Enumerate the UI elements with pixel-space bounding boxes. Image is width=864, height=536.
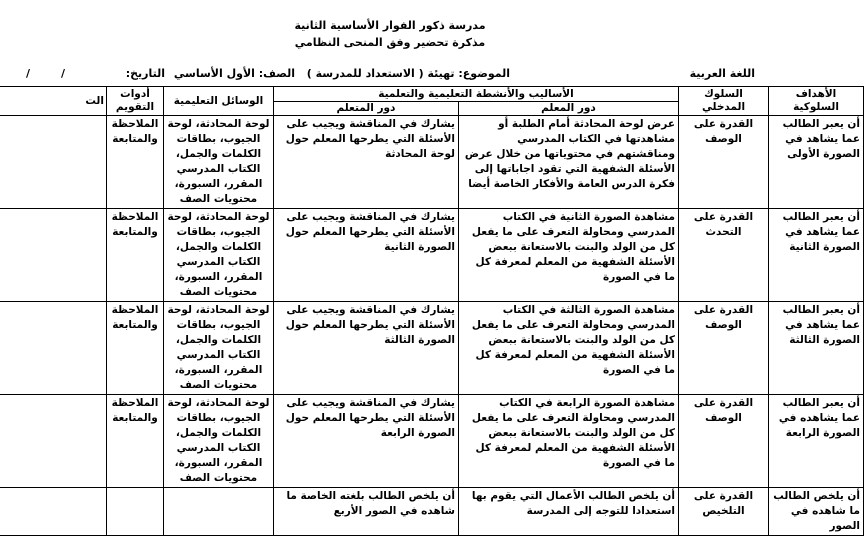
- time-cell: [0, 302, 106, 395]
- lesson-plan-table: [0, 86, 864, 536]
- objective-cell: أن يعبر الطالب عما يشاهد في الصورة الثانية: [769, 209, 864, 302]
- header-evaluation: أدوات التقويم: [106, 87, 163, 116]
- objective-cell: أن يعبر الطالب عما يشاهد في الصورة الأولى: [769, 116, 864, 209]
- teacher-role-cell: مشاهدة الصورة الرابعة في الكتاب المدرسي ومحاولة التعرف على ما يفعل كل من الولد والبنت بالاستعانة ببعض الأسئلة الشفهية من المعلم لمعرفة كل ما في الصورة: [459, 395, 679, 488]
- teacher-role-cell: مشاهدة الصورة الثانية في الكتاب المدرسي ومحاولة التعرف على ما يفعل كل من الولد والبنت بالاستعانة ببعض الأسئلة الشفهية من المعلم لمعرفة كل ما في الصورة: [459, 209, 679, 302]
- entry-behavior-cell: القدرة على الوصف: [679, 395, 769, 488]
- table-row: [0, 302, 864, 395]
- header-teacher-role: دور المعلم: [459, 102, 679, 116]
- learner-role-cell: أن يلخص الطالب بلغته الخاصة ما شاهده في الصور الأربع: [273, 488, 458, 536]
- learner-role-cell: يشارك في المناقشة ويجيب على الأسئلة التي يطرحها المعلم حول لوحة المحادثة: [273, 116, 458, 209]
- header-entry-behavior: السلوك المدخلي: [679, 87, 769, 116]
- entry-behavior-cell: القدرة على التلخيص: [679, 488, 769, 536]
- evaluation-cell: الملاحظة والمتابعة: [106, 395, 163, 488]
- time-cell: [0, 488, 106, 536]
- topic-label: الموضوع: تهيئة ( الاستعداد للمدرسة ): [306, 67, 510, 80]
- learner-role-cell: يشارك في المناقشة ويجيب على الأسئلة التي يطرحها المعلم حول الصورة الرابعة: [273, 395, 458, 488]
- table-row: [0, 488, 864, 536]
- teacher-role-cell: عرض لوحة المحادثة أمام الطلبة أو مشاهدتها في الكتاب المدرسي ومناقشتهم في محتوياتها من خلال عرض الأسئلة الشفهية التي تقود اجاباتها إلى فكرة الدرس العامة والأفكار الخاصة أيضا: [459, 116, 679, 209]
- entry-behavior-cell: القدرة على الوصف: [679, 302, 769, 395]
- header-methods: الأساليب والأنشطة التعليمية والتعلمية: [273, 87, 678, 102]
- aids-cell: لوحة المحادثة، لوحة الجيوب، بطاقات الكلمات والجمل، الكتاب المدرسي المقرر، السبورة، محتويات الصف: [163, 302, 273, 395]
- evaluation-cell: الملاحظة والمتابعة: [106, 116, 163, 209]
- aids-cell: لوحة المحادثة، لوحة الجيوب، بطاقات الكلمات والجمل، الكتاب المدرسي المقرر، السبورة، محتويات الصف: [163, 395, 273, 488]
- class-label: الصف: الأول الأساسي: [173, 67, 295, 80]
- date-label: التاريخ:: [125, 67, 165, 80]
- aids-cell: لوحة المحادثة، لوحة الجيوب، بطاقات الكلمات والجمل، الكتاب المدرسي المقرر، السبورة، محتويات الصف: [163, 209, 273, 302]
- time-cell: [0, 209, 106, 302]
- objective-cell: أن يلخص الطالب ما شاهده في الصور: [769, 488, 864, 536]
- table-row: [0, 209, 864, 302]
- learner-role-cell: يشارك في المناقشة ويجيب على الأسئلة التي يطرحها المعلم حول الصورة الثالثة: [273, 302, 458, 395]
- aids-cell: لوحة المحادثة، لوحة الجيوب، بطاقات الكلمات والجمل، الكتاب المدرسي المقرر، السبورة، محتويات الصف: [163, 116, 273, 209]
- header-learner-role: دور المتعلم: [273, 102, 458, 116]
- aids-cell: [163, 488, 273, 536]
- teacher-role-cell: مشاهدة الصورة الثالثة في الكتاب المدرسي ومحاولة التعرف على ما يفعل كل من الولد والبنت بالاستعانة ببعض الأسئلة الشفهية من المعلم لمعرفة كل ما في الصورة: [459, 302, 679, 395]
- evaluation-cell: الملاحظة والمتابعة: [106, 209, 163, 302]
- entry-behavior-cell: القدرة على الوصف: [679, 116, 769, 209]
- date-slash: /: [25, 67, 30, 80]
- header-objectives: الأهداف السلوكية: [769, 87, 864, 116]
- teacher-role-cell: أن يلخص الطالب الأعمال التي يقوم بها استعدادا للتوجه إلى المدرسة: [459, 488, 679, 536]
- table-row: [0, 116, 864, 209]
- objective-cell: أن يعبر الطالب عما يشاهده في الصورة الرابعة: [769, 395, 864, 488]
- lesson-meta: [0, 67, 780, 83]
- evaluation-cell: الملاحظة والمتابعة: [106, 302, 163, 395]
- time-cell: [0, 395, 106, 488]
- table-row: [0, 395, 864, 488]
- time-cell: [0, 116, 106, 209]
- header-aids: الوسائل التعليمية: [163, 87, 273, 116]
- header-time: الت: [0, 87, 106, 116]
- objective-cell: أن يعبر الطالب عما يشاهد في الصورة الثالثة: [769, 302, 864, 395]
- entry-behavior-cell: القدرة على التحدث: [679, 209, 769, 302]
- date-slash: /: [60, 67, 65, 80]
- learner-role-cell: يشارك في المناقشة ويجيب على الأسئلة التي يطرحها المعلم حول الصورة الثانية: [273, 209, 458, 302]
- evaluation-cell: [106, 488, 163, 536]
- school-name: مدرسة ذكور الفوار الأساسية الثانية: [294, 19, 486, 32]
- subject-label: اللغة العربية: [689, 67, 755, 80]
- document-subtitle: مذكرة تحضير وفق المنحى النظامي: [294, 36, 486, 49]
